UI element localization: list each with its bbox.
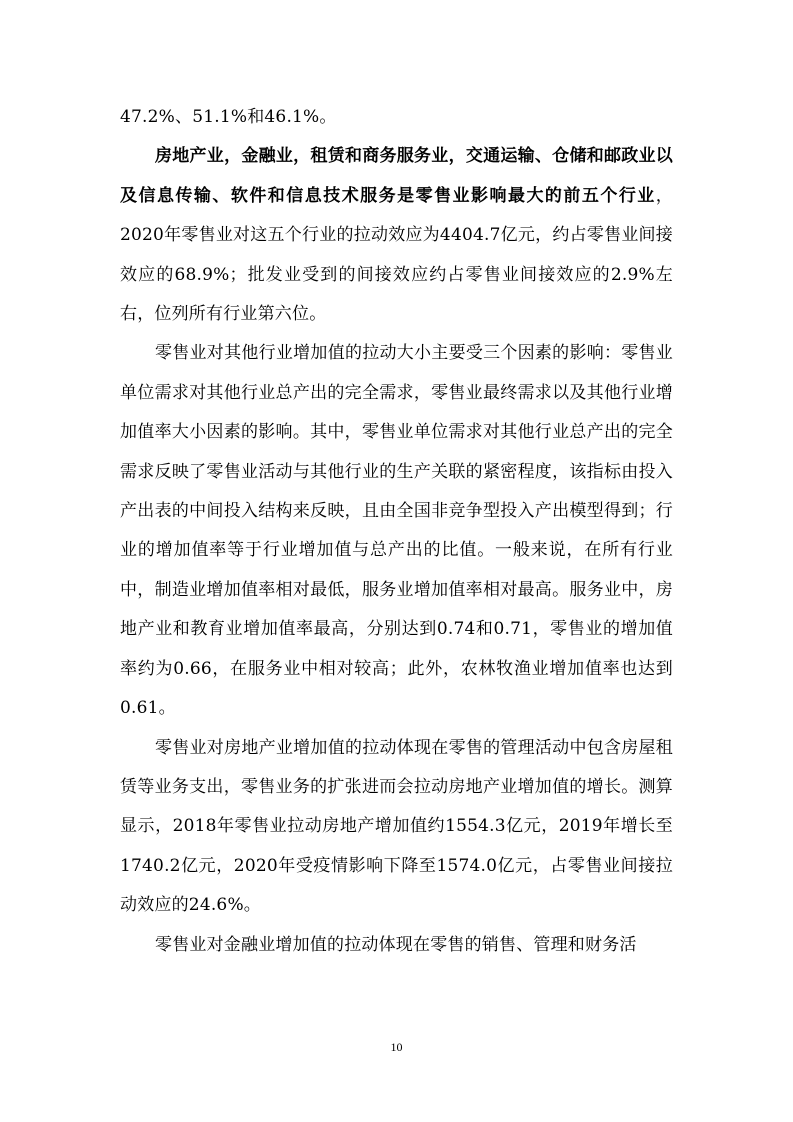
paragraph-text: 零售业对其他行业增加值的拉动大小主要受三个因素的影响：零售业单位需求对其他行业总产出的完全需求，零售业最终需求以及其他行业增加值率大小因素的影响。其中，零售业单位需求对其他行业总产出的完全需求反映了零售业活动与其他行业的生产关联的紧密程度，该指标由投入产出表的中间投入结构来反映，且由全国非竞争型投入产出模型得到；行业的增加值率等于行业增加值与总产出的比值。一般来说，在所有行业中，制造业增加值率相对最低，服务业增加值率相对最高。服务业中，房地产业和教育业增加值率最高，分别达到0.74和0.71，零售业的增加值率约为0.66，在服务业中相对较高；此外，农林牧渔业增加值率也达到0.61。 — [120, 343, 673, 719]
paragraph-real-estate — [120, 729, 673, 926]
paragraph-continuation — [120, 98, 673, 137]
body-text — [120, 98, 673, 965]
page-number: 10 — [390, 1040, 403, 1054]
paragraph-finance — [120, 926, 673, 965]
paragraph-top-five-industries — [120, 137, 673, 334]
paragraph-text: ，2020年零售业对这五个行业的拉动效应为4404.7亿元，约占零售业间接效应的68.9%；批发业受到的间接效应约占零售业间接效应的2.9%左右，位列所有行业第六位。 — [120, 185, 673, 325]
paragraph-text: 47.2%、51.1%和46.1%。 — [120, 107, 337, 127]
paragraph-bold-lead: 房地产业，金融业，租赁和商务服务业，交通运输、仓储和邮政业以及信息传输、软件和信息技术服务是零售业影响最大的前五个行业 — [120, 146, 673, 206]
paragraph-text: 零售业对房地产业增加值的拉动体现在零售的管理活动中包含房屋租赁等业务支出，零售业务的扩张进而会拉动房地产业增加值的增长。测算显示，2018年零售业拉动房地产增加值约1554.3亿元，2019年增长至1740.2亿元，2020年受疫情影响下降至1574.0亿元，占零售业间接拉动效应的24.6%。 — [120, 737, 673, 916]
paragraph-text: 零售业对金融业增加值的拉动体现在零售的销售、管理和财务活 — [155, 934, 637, 955]
paragraph-three-factors — [120, 334, 673, 728]
